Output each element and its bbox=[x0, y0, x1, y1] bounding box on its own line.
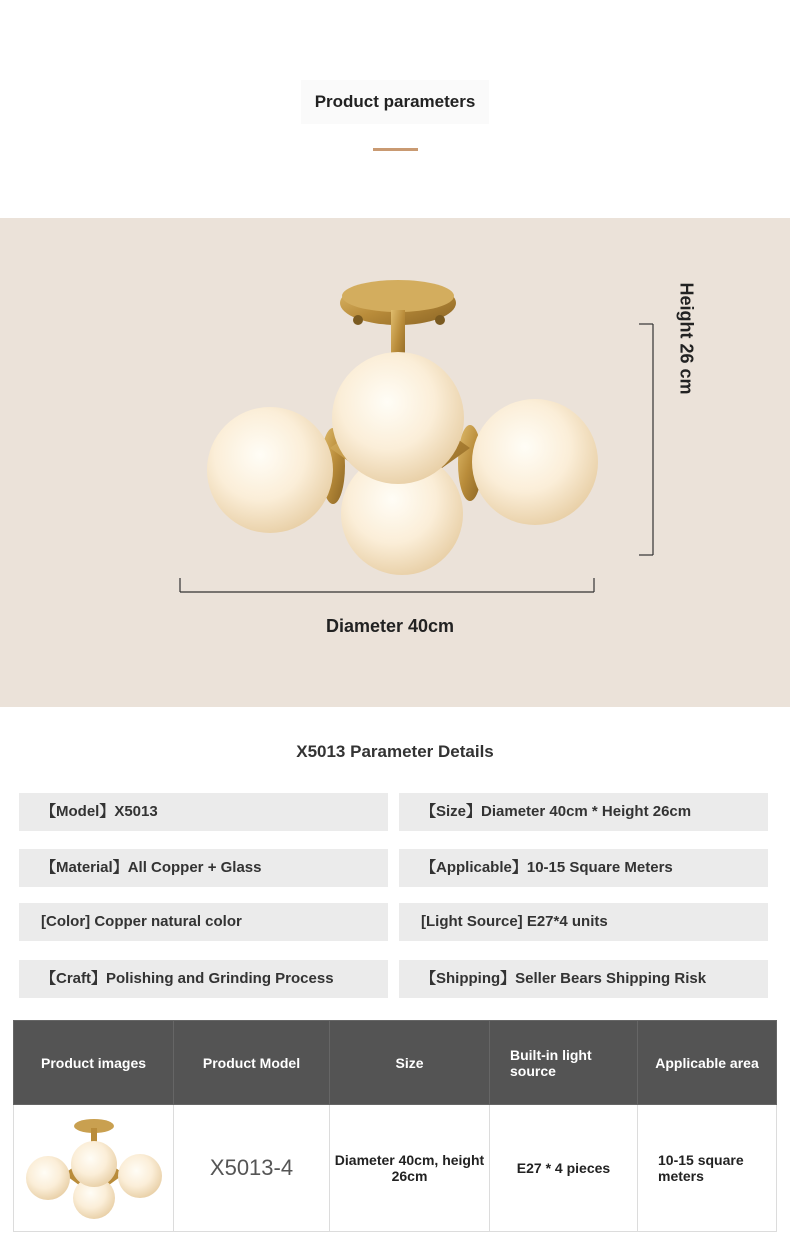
header-applicable-area: Applicable area bbox=[638, 1021, 777, 1105]
title-underline bbox=[373, 148, 418, 151]
diameter-label: Diameter 40cm bbox=[325, 616, 455, 636]
product-thumbnail-cell bbox=[14, 1105, 174, 1232]
globe-right bbox=[472, 399, 598, 525]
header-product-model: Product Model bbox=[174, 1021, 330, 1105]
globe-left bbox=[207, 407, 333, 533]
table-row bbox=[14, 1105, 777, 1232]
cell-light-source: E27 * 4 pieces bbox=[490, 1105, 638, 1232]
param-color: [Color] Copper natural color bbox=[19, 903, 388, 941]
cell-size: Diameter 40cm, height 26cm bbox=[330, 1105, 490, 1232]
param-applicable: 【Applicable】10-15 Square Meters bbox=[399, 849, 768, 887]
param-shipping: 【Shipping】Seller Bears Shipping Risk bbox=[399, 960, 768, 998]
cell-model: X5013-4 bbox=[174, 1105, 330, 1232]
table-header-row bbox=[14, 1021, 777, 1105]
product-thumbnail bbox=[24, 1112, 164, 1222]
height-label: Height 26 cm bbox=[676, 282, 697, 395]
param-light-source: [Light Source] E27*4 units bbox=[399, 903, 768, 941]
details-title: X5013 Parameter Details bbox=[296, 742, 494, 761]
param-size: 【Size】Diameter 40cm * Height 26cm bbox=[399, 793, 768, 831]
param-craft: 【Craft】Polishing and Grinding Process bbox=[19, 960, 388, 998]
param-material: 【Material】All Copper + Glass bbox=[19, 849, 388, 887]
page-title: Product parameters bbox=[301, 80, 490, 124]
header-light-source: Built-in light source bbox=[490, 1021, 638, 1105]
header-product-images: Product images bbox=[14, 1021, 174, 1105]
cell-area: 10-15 square meters bbox=[638, 1105, 777, 1232]
section-title-wrap bbox=[0, 80, 790, 124]
param-model: 【Model】X5013 bbox=[19, 793, 388, 831]
header-size: Size bbox=[330, 1021, 490, 1105]
product-hero bbox=[0, 218, 790, 707]
product-table bbox=[13, 1020, 777, 1232]
globe-top bbox=[332, 352, 464, 484]
